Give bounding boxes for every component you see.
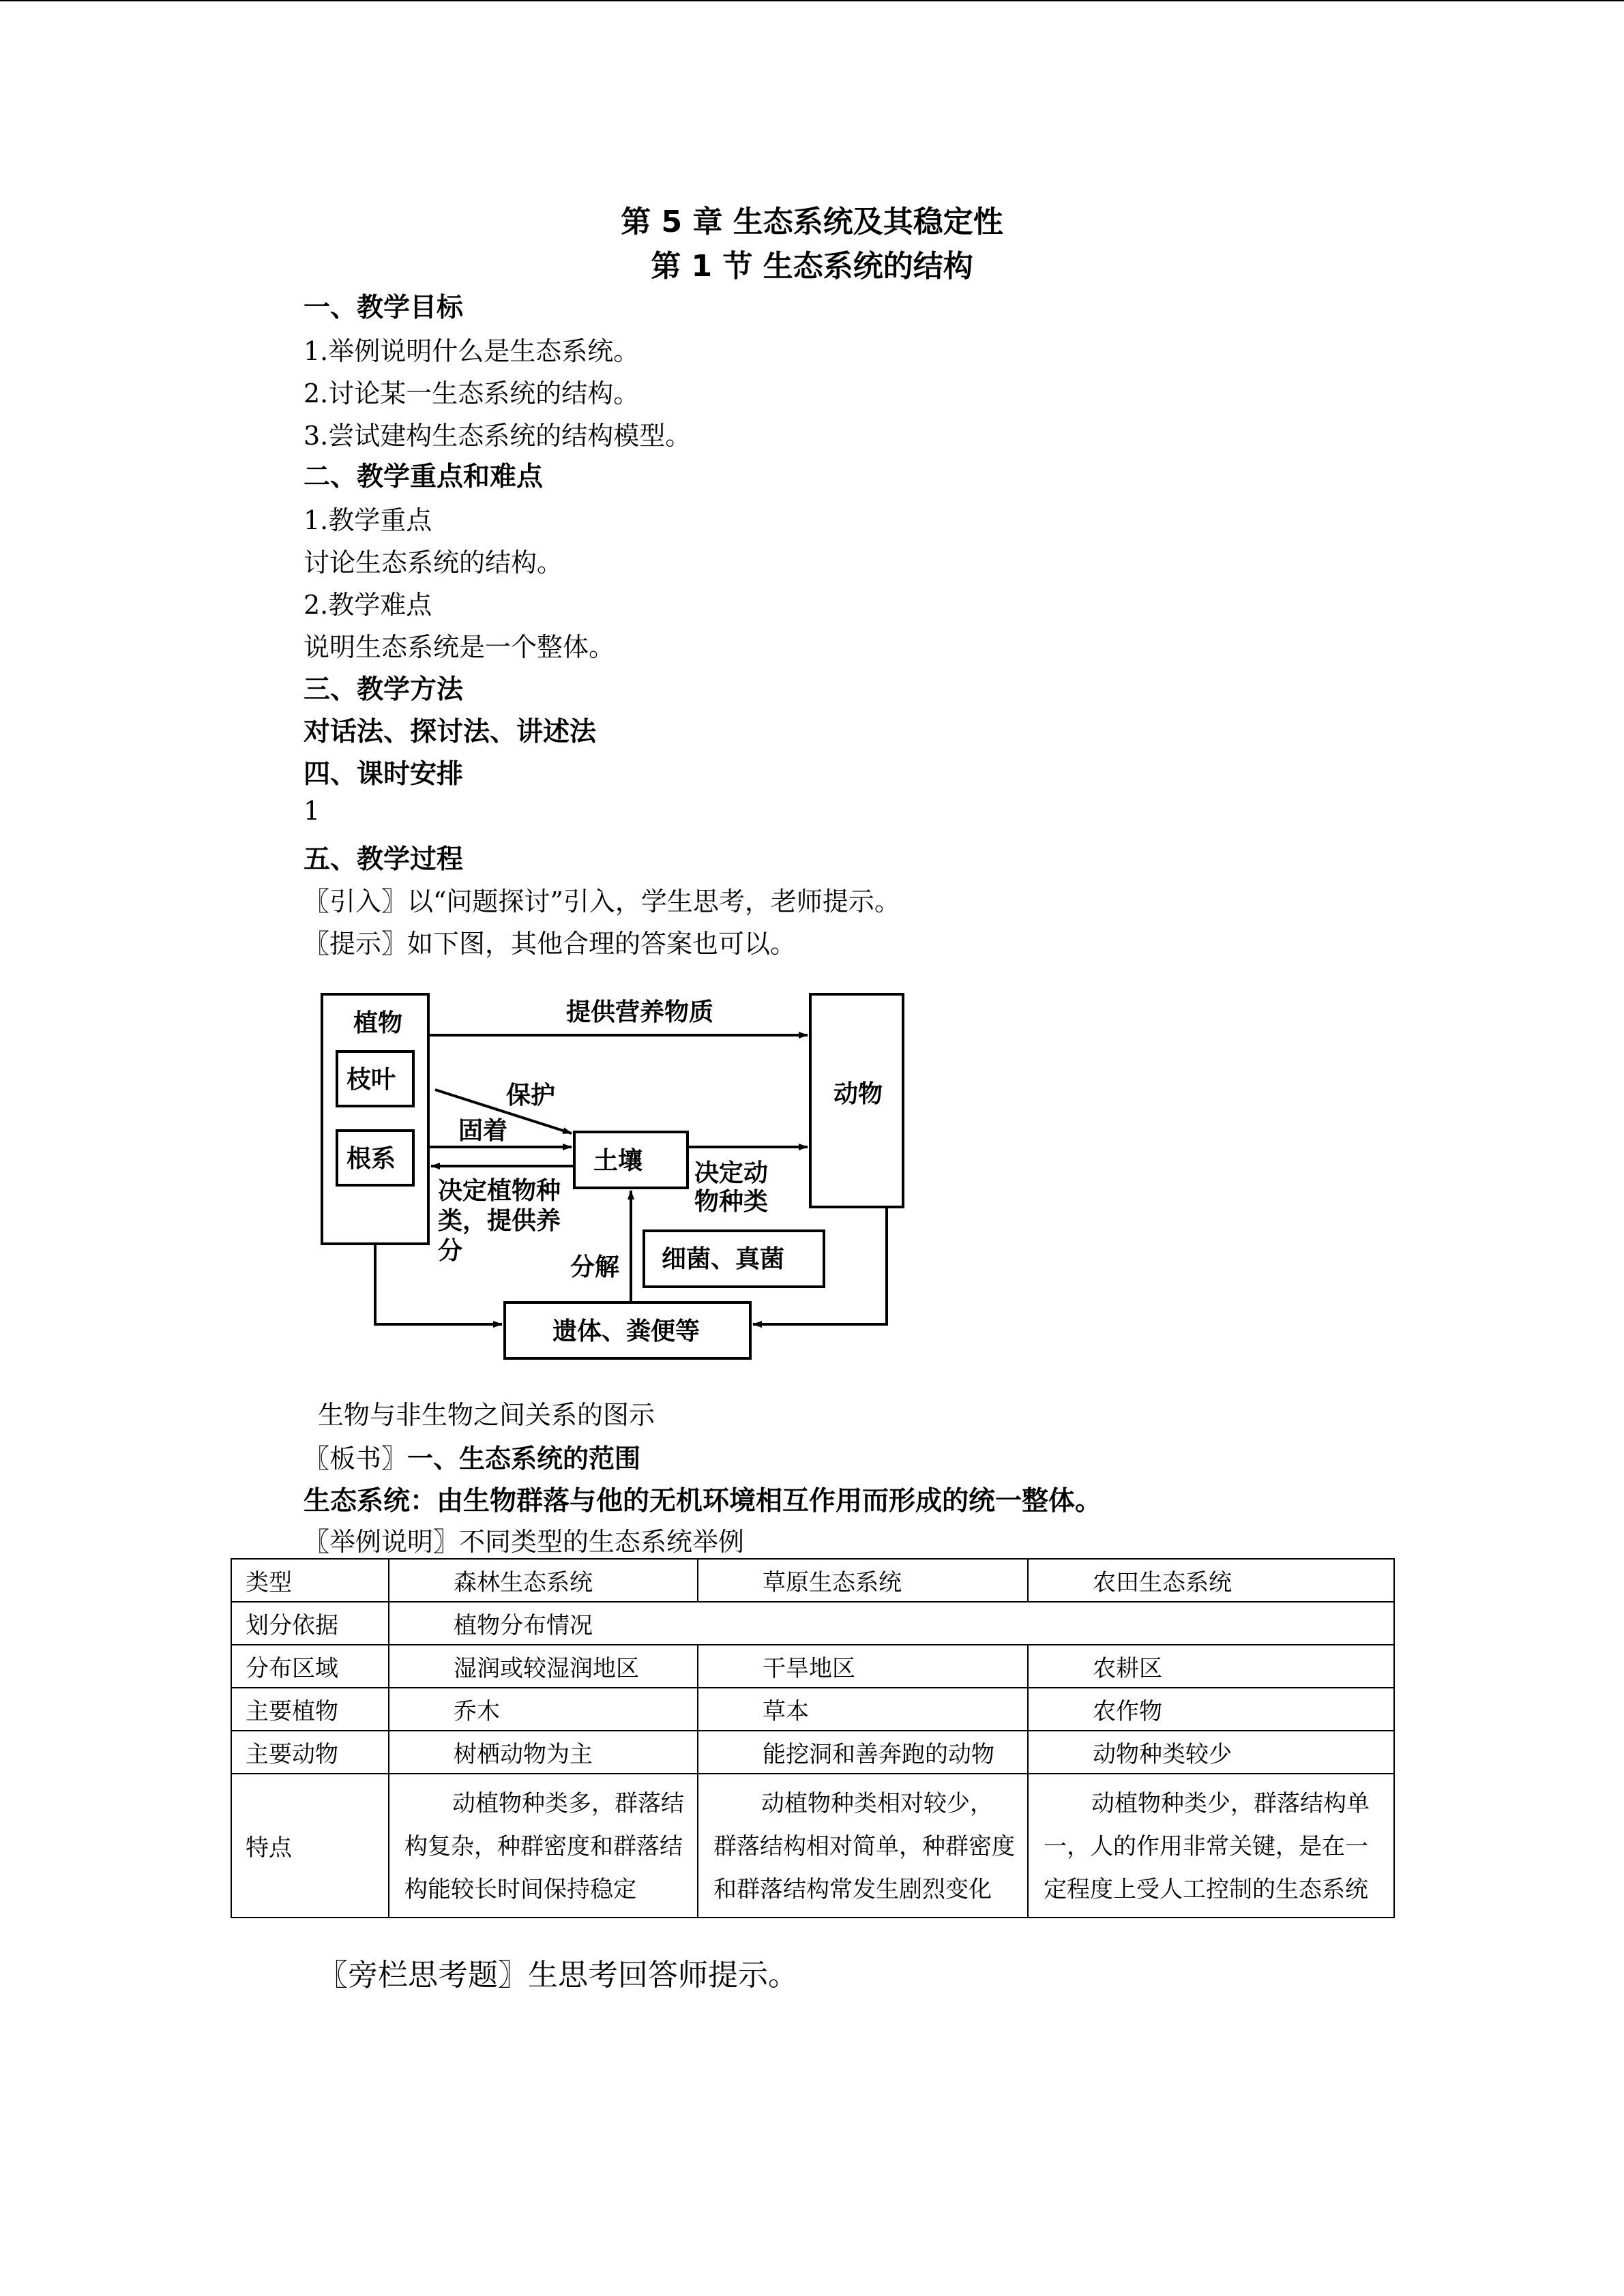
protect-label: 保护	[506, 1082, 556, 1109]
schedule-text: 1	[304, 796, 321, 826]
ecosystem-diagram	[314, 982, 928, 1371]
table-row	[231, 1645, 1394, 1688]
fix-label: 固着	[458, 1117, 508, 1145]
table-cell: 乔木	[389, 1688, 698, 1731]
table-cell: 特点	[231, 1774, 389, 1918]
microbes-label: 细菌、真菌	[662, 1245, 785, 1273]
ecosystem-definition: 生态系统：由生物群落与他的无机环境相互作用而形成的统一整体。	[304, 1486, 1102, 1517]
table-cell: 农作物	[1028, 1688, 1394, 1731]
table-cell: 划分依据	[231, 1602, 389, 1645]
table-cell: 树栖动物为主	[389, 1731, 698, 1774]
heading-objectives: 一、教学目标	[304, 293, 464, 323]
table-cell: 分布区域	[231, 1645, 389, 1688]
animal-label: 动物	[833, 1080, 883, 1108]
table-cell: 植物分布情况	[389, 1602, 1394, 1645]
intro-text: 〖引入〗以“问题探讨”引入，学生思考，老师提示。	[304, 886, 900, 916]
sidebar-question: 〖旁栏思考题〗生思考回答师提示。	[318, 1958, 798, 1993]
key-point-label: 1.教学重点	[304, 505, 432, 535]
table-cell: 森林生态系统	[389, 1559, 698, 1602]
det-plant-2: 类，提供养	[438, 1207, 561, 1235]
methods-text: 对话法、探讨法、讲述法	[304, 717, 597, 747]
table-cell: 草原生态系统	[698, 1559, 1028, 1602]
table-row	[231, 1602, 1394, 1645]
plant-label: 植物	[353, 1009, 403, 1037]
table-cell: 主要植物	[231, 1688, 389, 1731]
table-cell: 动植物种类多，群落结构复杂，种群密度和群落结构能较长时间保持稳定	[389, 1774, 698, 1918]
table-cell: 类型	[231, 1559, 389, 1602]
table-cell: 主要动物	[231, 1731, 389, 1774]
table-cell: 动物种类较少	[1028, 1731, 1394, 1774]
heading-schedule: 四、课时安排	[304, 759, 464, 790]
decompose-label: 分解	[570, 1253, 620, 1281]
chapter-title: 第 5 章 生态系统及其稳定性	[621, 205, 1003, 239]
board-line	[304, 1437, 640, 1475]
det-plant-3: 分	[438, 1237, 463, 1265]
difficulty-label: 2.教学难点	[304, 590, 432, 620]
table-cell: 动植物种类少，群落结构单一，人的作用非常关键，是在一定程度上受人工控制的生态系统	[1028, 1774, 1394, 1918]
table-row	[231, 1774, 1394, 1918]
remains-label: 遗体、粪便等	[552, 1317, 700, 1345]
top-border	[0, 0, 1624, 1]
objective-2: 2.讨论某一生态系统的结构。	[304, 378, 640, 408]
diagram-caption: 生物与非生物之间关系的图示	[318, 1400, 655, 1430]
hint-text: 〖提示〗如下图，其他合理的答案也可以。	[304, 929, 797, 959]
difficulty-text: 说明生态系统是一个整体。	[304, 632, 615, 662]
table-cell: 草本	[698, 1688, 1028, 1731]
key-point-text: 讨论生态系统的结构。	[304, 548, 563, 578]
board-title: 一、生态系统的范围	[407, 1444, 641, 1474]
leaves-label: 枝叶	[346, 1066, 396, 1094]
det-plant-1: 决定植物种	[438, 1177, 561, 1205]
table-cell: 能挖洞和善奔跑的动物	[698, 1731, 1028, 1774]
table-row	[231, 1559, 1394, 1602]
heading-key-points: 二、教学重点和难点	[304, 462, 544, 492]
roots-label: 根系	[346, 1145, 396, 1173]
board-label: 〖板书〗	[304, 1444, 408, 1474]
nutrients-label: 提供营养物质	[566, 998, 714, 1026]
table-row	[231, 1731, 1394, 1774]
table-row	[231, 1688, 1394, 1731]
example-title: 〖举例说明〗不同类型的生态系统举例	[304, 1527, 745, 1557]
heading-process: 五、教学过程	[304, 844, 464, 875]
heading-methods: 三、教学方法	[304, 674, 464, 705]
table-cell: 农耕区	[1028, 1645, 1394, 1688]
objective-3: 3.尝试建构生态系统的结构模型。	[304, 421, 692, 451]
table-cell: 农田生态系统	[1028, 1559, 1394, 1602]
objective-1: 1.举例说明什么是生态系统。	[304, 336, 640, 366]
table-cell: 干旱地区	[698, 1645, 1028, 1688]
soil-label: 土壤	[593, 1147, 643, 1175]
det-animal-1: 决定动	[694, 1159, 769, 1187]
section-title: 第 1 节 生态系统的结构	[651, 249, 973, 284]
ecosystem-table	[231, 1558, 1395, 1918]
det-animal-2: 物种类	[694, 1188, 769, 1216]
table-cell: 湿润或较湿润地区	[389, 1645, 698, 1688]
table-cell: 动植物种类相对较少，群落结构相对简单，种群密度和群落结构常发生剧烈变化	[698, 1774, 1028, 1918]
